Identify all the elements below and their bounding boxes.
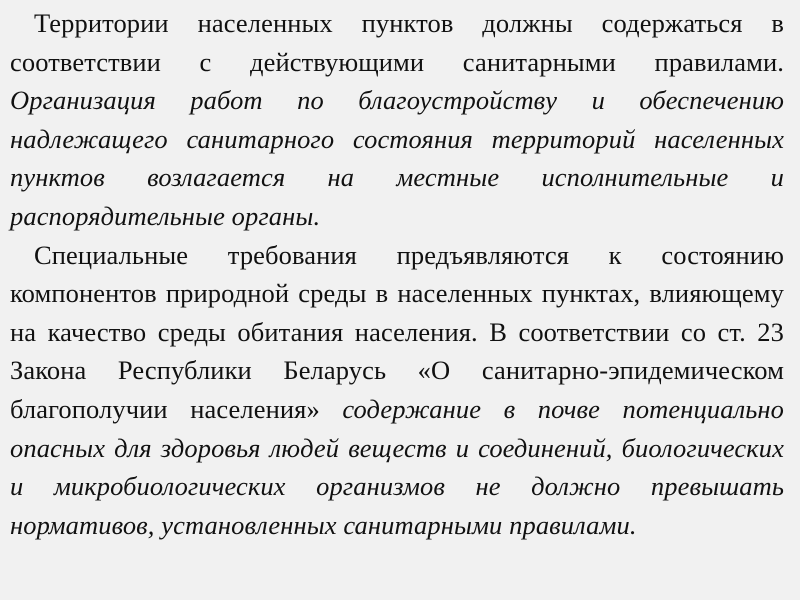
paragraph-2-italic-text: содержание в почве потенциально опасных для здоровья людей веществ и соединений, биологических и микробиологических организмов не должно превышать нормативов, установленных санитарными правилами. — [10, 393, 784, 540]
paragraph-1 — [10, 4, 784, 236]
paragraph-1-italic-text: Организация работ по благоустройству и обеспечению надлежащего санитарного состояния территорий населенных пунктов возлагается на местные исполнительные и распорядительные органы. — [10, 85, 784, 231]
paragraph-2-text: Специальные требования предъявляются к состоянию компонентов природной среды в населенных пунктах, влияющему на качество среды обитания населения. В соответствии со ст. 23 Закона Республики Беларусь «О санитарно-эпидемическом благополучии населения» — [10, 239, 784, 424]
paragraph-2 — [10, 236, 784, 545]
paragraph-1-text: Территории населенных пунктов должны содержаться в соответствии с действующими санитарными правилами. — [10, 8, 784, 77]
